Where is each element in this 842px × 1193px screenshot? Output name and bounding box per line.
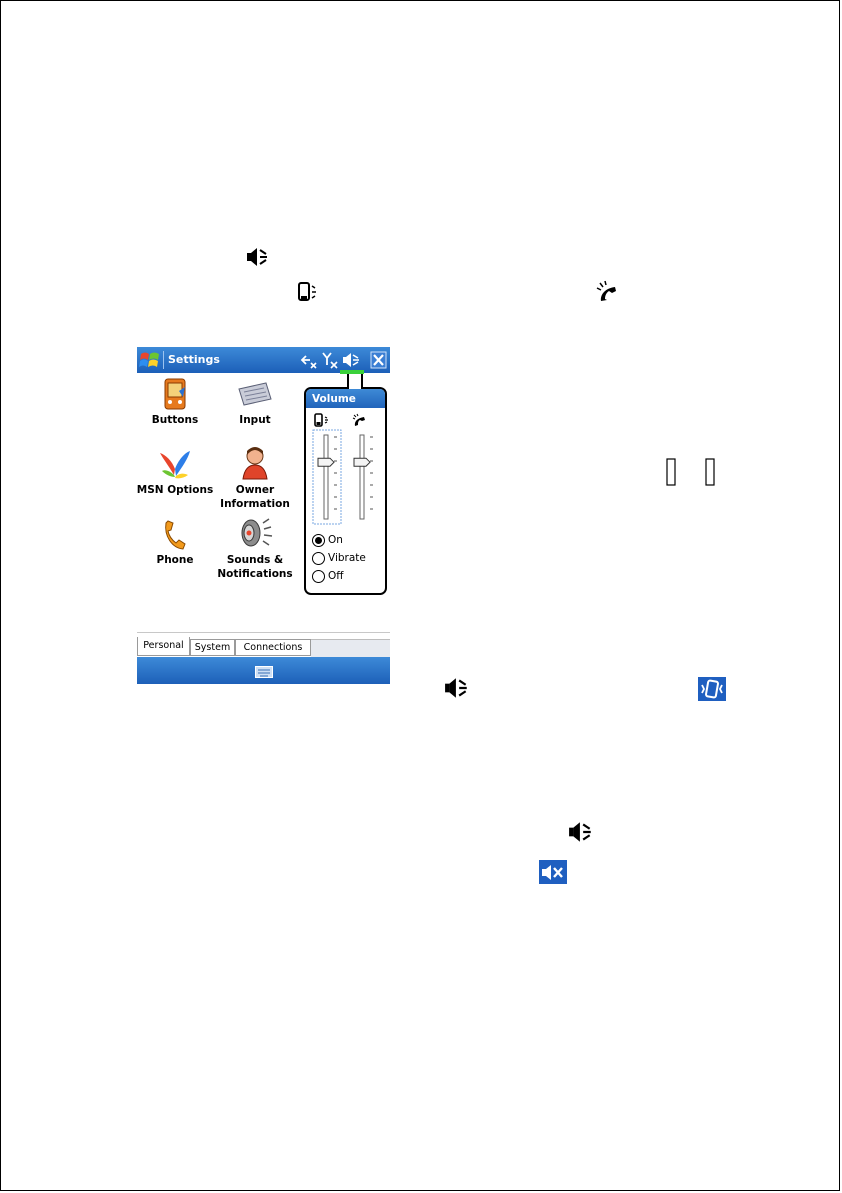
- volume-popup: [304, 387, 387, 595]
- device-volume-icon: [298, 281, 322, 303]
- title-separator: [163, 351, 164, 369]
- slider-thumb: [354, 458, 370, 466]
- slider-ticks: [334, 437, 337, 509]
- radio-button[interactable]: [312, 570, 325, 583]
- slider-ticks: [370, 437, 373, 509]
- placeholder-glyph-icon: [705, 458, 715, 486]
- app-owner-information[interactable]: [215, 445, 295, 511]
- system-volume-slider[interactable]: [312, 429, 342, 525]
- tab-connections[interactable]: Connections: [235, 639, 311, 656]
- phone-handset-icon: [160, 519, 190, 551]
- msn-butterfly-icon: [158, 449, 192, 481]
- menu-bar: [137, 657, 390, 684]
- speaker-volume-icon: [246, 246, 270, 268]
- app-label: MSN Options: [137, 484, 214, 496]
- tab-bar: [137, 632, 390, 657]
- speaker-volume-icon: [444, 676, 470, 700]
- phone-ringer-icon: [596, 280, 622, 304]
- volume-icon[interactable]: [342, 351, 362, 369]
- radio-label: Off: [328, 570, 344, 582]
- start-menu-icon[interactable]: [139, 350, 161, 370]
- mute-status-icon: [539, 860, 567, 884]
- app-label: Input: [239, 414, 271, 426]
- radio-label: Vibrate: [328, 552, 366, 564]
- volume-title: Volume: [306, 389, 385, 408]
- connectivity-icon[interactable]: [300, 351, 318, 369]
- settings-screen: [137, 347, 390, 684]
- app-input[interactable]: [215, 377, 295, 427]
- app-label: Phone: [156, 554, 194, 566]
- close-icon[interactable]: [370, 351, 387, 369]
- phone-ringer-icon: [352, 413, 368, 427]
- app-phone[interactable]: [137, 519, 215, 567]
- radio-vibrate[interactable]: [312, 550, 366, 566]
- radio-button[interactable]: [312, 534, 325, 547]
- volume-popup-pointer: [347, 374, 363, 389]
- system-volume-icon: [314, 413, 330, 427]
- tab-system[interactable]: System: [190, 639, 235, 656]
- placeholder-glyph-icon: [666, 458, 676, 486]
- tab-bar-fill: [311, 639, 390, 657]
- radio-on[interactable]: [312, 532, 343, 548]
- app-label: Buttons: [151, 414, 199, 426]
- radio-off[interactable]: [312, 568, 344, 584]
- app-sounds-notifications[interactable]: [215, 515, 295, 581]
- radio-label: On: [328, 534, 343, 546]
- app-msn-options[interactable]: [137, 449, 215, 497]
- slider-thumb: [318, 458, 334, 466]
- page-title: Settings: [168, 353, 220, 366]
- speaker-icon: [235, 515, 275, 551]
- app-buttons[interactable]: [137, 377, 215, 427]
- speaker-volume-icon: [568, 820, 594, 844]
- app-label: Sounds & Notifications: [217, 554, 293, 580]
- phone-volume-slider[interactable]: [348, 429, 378, 525]
- owner-icon: [239, 445, 271, 481]
- buttons-icon: [159, 377, 191, 411]
- keyboard-icon[interactable]: [255, 666, 273, 678]
- tab-personal[interactable]: Personal: [137, 637, 190, 656]
- app-label: Owner Information: [220, 484, 290, 510]
- signal-off-icon[interactable]: [321, 351, 339, 369]
- input-icon: [236, 377, 274, 411]
- vibrate-status-icon: [698, 677, 726, 701]
- radio-button[interactable]: [312, 552, 325, 565]
